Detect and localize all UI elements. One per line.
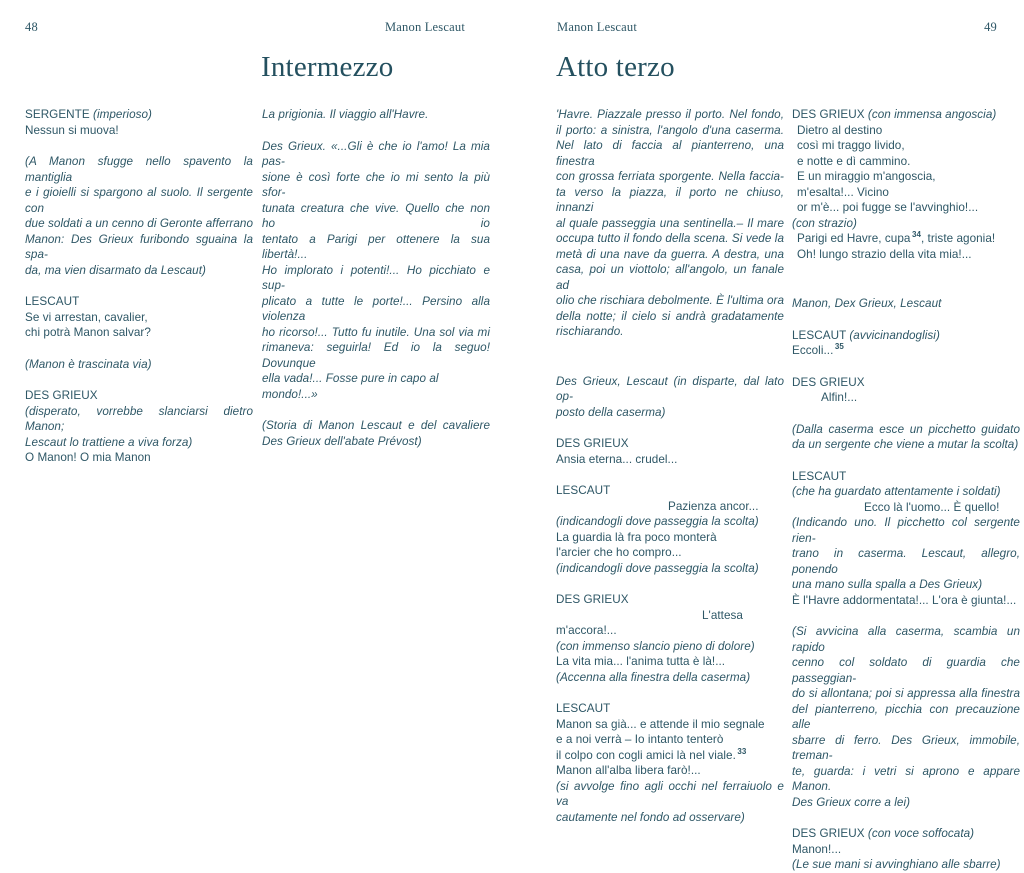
text-line: Eccoli... $^{35}$ [792,342,844,357]
stage-direction [792,422,1020,453]
text-line: ella vada!... Fosse pure in capo al mondo!...» [262,372,439,401]
text-line: Des Grieux, Lescaut (in disparte, dal lato op- [556,374,784,403]
section-title-atto-terzo: Atto terzo [556,51,675,83]
text-line: cautamente nel fondo ad osservare) [556,810,745,824]
text-line: (che ha guardato attentamente i soldati) [792,485,1001,498]
quote-block [262,139,490,403]
text-line: Nel lato di faccia al pianterreno, una finestra [556,139,784,168]
text-line: tunata creatura che vive. Quello che non ho io [262,201,490,230]
dialogue-block [25,107,253,138]
text-line: ta verso la piazza, il porto ne chiuso, innanzi [556,185,784,214]
text-line: LESCAUT (avvicinandoglisi) [792,328,940,342]
text-line: La prigionia. Il viaggio all'Havre. [262,108,429,121]
text-line: e a noi verrà – Io intanto tenterò [556,733,724,746]
text-line: Ho implorato i potenti!... Ho picchiato e sup- [262,263,490,292]
text-line: Parigi ed Havre, cupa $^{34}$, triste agonia! [797,230,996,245]
text-line: 'Havre. Piazzale presso il porto. Nel fondo, [556,108,784,121]
text-line: È l'Havre addormentata!... L'ora è giunta!... [792,593,1017,607]
text-line: (Storia di Manon Lescaut e del cavaliere [262,419,490,432]
text-line: (Dalla caserma esce un picchetto guidato [792,422,1020,436]
dialogue-block [792,826,1020,873]
text-line: sbarre di ferro. Des Grieux, immobile, treman- [792,733,1020,762]
text-line: L'attesa [702,608,743,622]
text-line: da un sergente che viene a mutar la scolta) [792,438,1019,451]
text-line: olio che rischiara debolmente. È l'ultima ora [556,294,784,307]
text-line: il colpo con cogli amici là nel viale. $^{33}$ [556,746,747,762]
text-line: sione è così forte che io mi sento la più sfor- [262,170,490,199]
text-line: Manon sa già... e attende il mio segnale [556,717,765,731]
text-line: e i gioielli si spargono al suolo. Il sergente con [25,186,253,215]
dialogue-block [556,483,784,576]
text-line: (con strazio) [792,216,857,230]
text-line: rischiarando. [556,325,624,338]
text-line: DES GRIEUX [556,593,629,606]
text-line: occupa tutto il fondo della scena. Si vede la [556,232,784,245]
text-line: O Manon! O mia Manon [25,451,151,464]
text-line: chi potrà Manon salvar? [25,326,151,339]
text-line: DES GRIEUX [25,389,98,402]
text-line: (indicandogli dove passeggia la scolta) [556,515,759,528]
text-line: (Le sue mani si avvinghiano alle sbarre) [792,858,1001,871]
page-number-right: 49 [984,20,997,34]
text-line: Manon!... [792,842,842,856]
text-line: della notte; il cielo si andrà gradatamente [556,309,784,323]
text-line: (Accenna alla finestra della caserma) [556,670,751,684]
footnote-ref: 33 [737,746,747,756]
text-line: metà di una nave da guerra. A destra, una [556,247,784,261]
text-line: del pianterreno, picchia con precauzione alle [792,702,1020,731]
text-line: E un miraggio m'angoscia, [797,170,936,183]
text-line: Manon: Des Grieux furibondo sguaina la spa- [25,232,253,261]
text-line: DES GRIEUX [556,437,629,450]
text-line: La guardia là fra poco monterà [556,530,717,544]
text-line: LESCAUT [556,702,611,715]
text-line: LESCAUT [556,484,611,497]
text-line: DES GRIEUX [792,375,865,389]
text-line: La vita mia... l'anima tutta è là!... [556,655,726,668]
running-head-left: Manon Lescaut [384,20,465,34]
text-line: Ecco là l'uomo... È quello! [864,500,1000,514]
text-line: così mi traggo livido, [797,139,905,152]
text-line: m'esalta!... Vicino [797,185,889,199]
stage-direction [25,357,253,373]
text-line: (Indicando uno. Il picchetto col sergente rien- [792,516,1020,545]
scene-description [262,107,490,123]
stage-direction [792,624,1020,810]
text-line: plicato a tutte le porte!... Persino alla violenza [262,294,490,323]
text-line: al quale passeggia una sentinella.– Il mare [556,216,784,230]
text-line: m'accora!... [556,624,617,637]
text-line: due soldati a un cenno di Geronte afferrano [25,217,253,230]
text-line: te, guarda: i vetri si aprono e appare Manon. [792,764,1020,793]
text-line: Ansia eterna... crudel... [556,452,678,466]
scene-description [556,107,784,340]
text-line: Se vi arrestan, cavalier, [25,310,148,324]
text-line: trano in caserma. Lescaut, allegro, ponendo [792,547,1020,576]
text-line: Oh! lungo strazio della vita mia!... [797,247,972,261]
text-line: il porto: a sinistra, l'angolo d'una caserma. [556,123,784,137]
text-line: (si avvolge fino agli occhi nel ferraiuolo e va [556,779,784,808]
text-line: (disperato, vorrebbe slanciarsi dietro Manon; [25,404,253,433]
dialogue-block [556,592,784,685]
dialogue-block [792,328,1020,359]
dialogue-block [792,375,1020,406]
text-line: cenno col soldato di guardia che passeggian- [792,656,1020,685]
text-line: DES GRIEUX (con immensa angoscia) [792,108,997,121]
characters-line [792,296,1020,312]
text-line: LESCAUT [25,295,80,308]
text-line: una mano sulla spalla a Des Grieux) [792,578,983,591]
page-number-left: 48 [25,20,38,34]
text-column [25,107,253,466]
footnote-ref: 35 [834,342,844,352]
text-line: LESCAUT [792,469,847,483]
text-line: (A Manon sfugge nello spavento la mantiglia [25,155,253,184]
text-line: Nessun si muova! [25,123,119,137]
text-line: SERGENTE (imperioso) [25,108,152,121]
text-line: Lescaut lo trattiene a viva forza) [25,435,193,449]
text-line: Pazienza ancor... [668,499,759,513]
text-column [792,107,1020,873]
dialogue-block [25,388,253,466]
text-line: do si allontana; poi si appressa alla finestra [792,687,1020,700]
text-line: rimaneva: seguirla! Ed io la seguo! Dovunque [262,341,490,370]
dialogue-block [792,469,1020,609]
dialogue-block [556,436,784,467]
text-line: Alfin!... [821,391,858,404]
text-line: da, ma vien disarmato da Lescaut) [25,263,206,277]
dialogue-block [25,294,253,341]
text-line: (Manon è trascinata via) [25,357,152,371]
text-line: casa, poi un viottolo; all'angolo, un fanale ad [556,263,784,292]
text-line: DES GRIEUX (con voce soffocata) [792,827,975,840]
dialogue-block [792,107,1020,262]
text-line: Des Grieux. «...Gli è che io l'amo! La mia pas- [262,139,490,168]
text-line: ho ricorso!... Tutto fu inutile. Una sol via mi [262,325,490,339]
text-line: Des Grieux dell'abate Prévost) [262,434,422,448]
footnote-ref: 34 [911,230,921,240]
quote-attribution [262,418,490,449]
text-line: tentato a Parigi per ottenere la sua libertà!... [262,232,490,261]
text-line: l'arcier che ho compro... [556,546,682,559]
text-column [556,107,784,825]
text-line: Manon, Dex Grieux, Lescaut [792,297,942,310]
text-line: (Si avvicina alla caserma, scambia un rapido [792,625,1020,654]
text-line: (con immenso slancio pieno di dolore) [556,639,755,653]
stage-direction [25,154,253,278]
running-head-right: Manon Lescaut [557,20,638,34]
text-line: or m'è... poi fugge se l'avvinghio!... [797,201,979,214]
text-line: Des Grieux corre a lei) [792,795,911,809]
text-line: e notte e dì cammino. [797,154,911,168]
text-column [262,107,490,449]
text-line: con grossa ferriata sporgente. Nella faccia- [556,170,784,183]
text-line: Manon all'alba libera farò!... [556,764,701,777]
text-line: Dietro al destino [797,123,883,137]
text-line: posto della caserma) [556,405,666,419]
characters-line [556,374,784,421]
dialogue-block [556,701,784,825]
text-line: (indicandogli dove passeggia la scolta) [556,561,759,575]
section-title-intermezzo: Intermezzo [261,51,394,83]
